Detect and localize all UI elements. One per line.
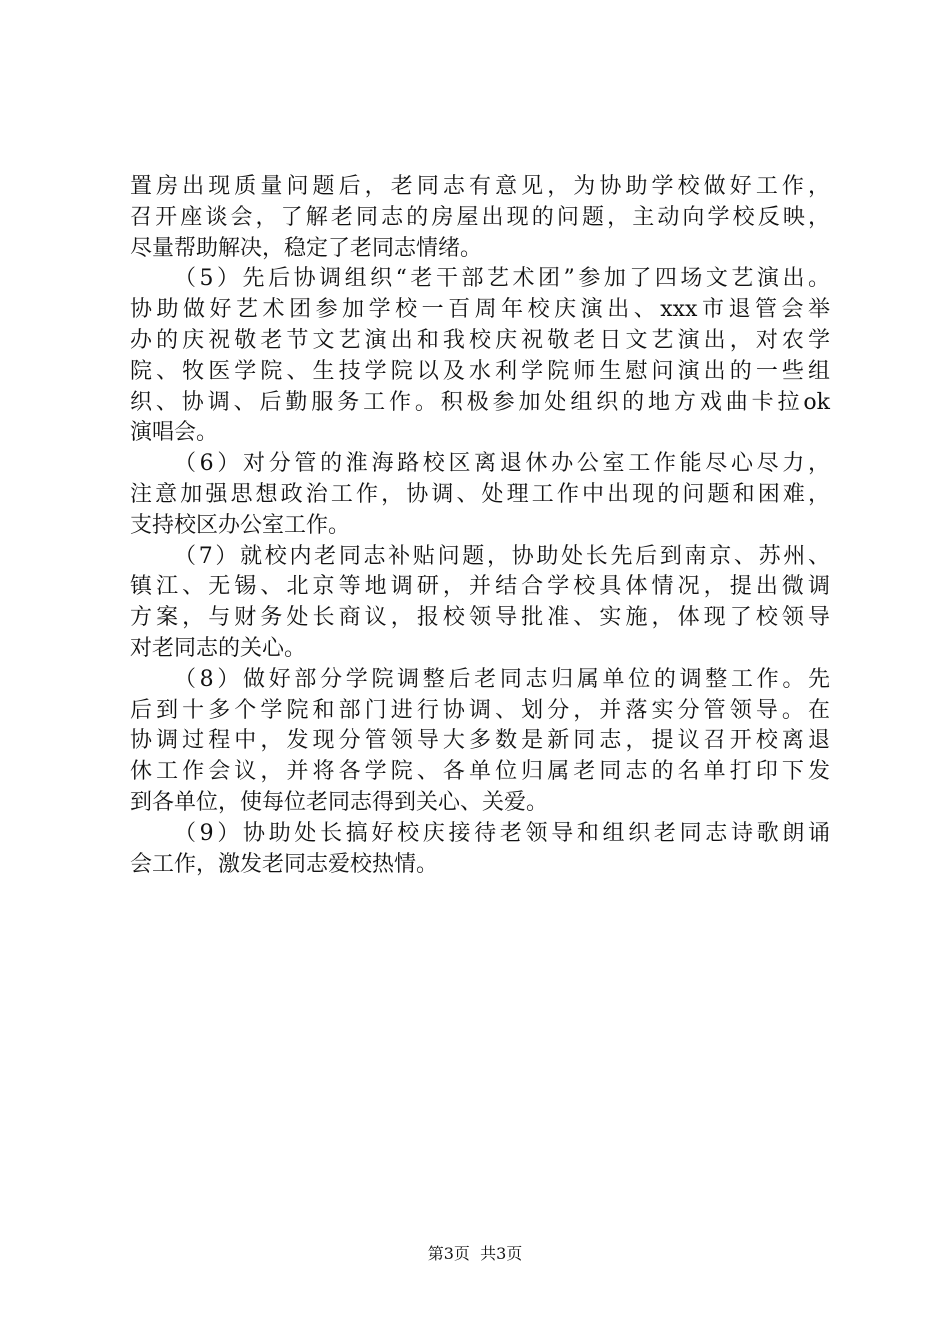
page-footer <box>0 1244 950 1264</box>
text-line: （5）先后协调组织“老干部艺术团”参加了四场文艺演出。 <box>174 266 830 292</box>
text-line: 休工作会议，并将各学院、各单位归属老同志的名单打印下发 <box>130 759 830 785</box>
text-line: 支持校区办公室工作。 <box>130 512 351 538</box>
text-line: 后到十多个学院和部门进行协调、划分，并落实分管领导。在 <box>130 697 830 723</box>
document-body <box>130 172 830 880</box>
text-line: （6）对分管的淮海路校区离退休办公室工作能尽心尽力， <box>174 451 830 477</box>
text-line: 注意加强思想政治工作，协调、处理工作中出现的问题和困难， <box>130 481 830 507</box>
text-line: 演唱会。 <box>130 420 219 446</box>
text-line: 院、牧医学院、生技学院以及水利学院师生慰问演出的一些组 <box>130 358 830 384</box>
text-line: 置房出现质量问题后，老同志有意见，为协助学校做好工作， <box>130 174 830 199</box>
text-line: 召开座谈会，了解老同志的房屋出现的问题，主动向学校反映， <box>130 204 830 230</box>
text-line: 协助做好艺术团参加学校一百周年校庆演出、xxx市退管会举 <box>130 297 830 323</box>
text-line: 对老同志的关心。 <box>130 635 307 661</box>
text-line: 方案，与财务处长商议，报校领导批准、实施，体现了校领导 <box>130 605 830 631</box>
text-line: （9）协助处长搞好校庆接待老领导和组织老同志诗歌朗诵 <box>174 820 830 846</box>
text-line: 织、协调、后勤服务工作。积极参加处组织的地方戏曲卡拉ok <box>130 389 830 415</box>
text-line: 镇江、无锡、北京等地调研，并结合学校具体情况，提出微调 <box>130 574 830 600</box>
text-line: 到各单位，使每位老同志得到关心、关爱。 <box>130 789 549 815</box>
text-line: 会工作，激发老同志爱校热情。 <box>130 851 439 877</box>
text-line: 尽量帮助解决，稳定了老同志情绪。 <box>130 235 483 261</box>
text-line: 协调过程中，发现分管领导大多数是新同志，提议召开校离退 <box>130 728 830 754</box>
text-line: （8）做好部分学院调整后老同志归属单位的调整工作。先 <box>174 666 830 692</box>
page-total: 共3页 <box>480 1244 523 1263</box>
page-number: 第3页 <box>427 1244 470 1263</box>
text-line: （7）就校内老同志补贴问题，协助处长先后到南京、苏州、 <box>174 543 830 569</box>
text-line: 办的庆祝敬老节文艺演出和我校庆祝敬老日文艺演出，对农学 <box>130 327 830 353</box>
